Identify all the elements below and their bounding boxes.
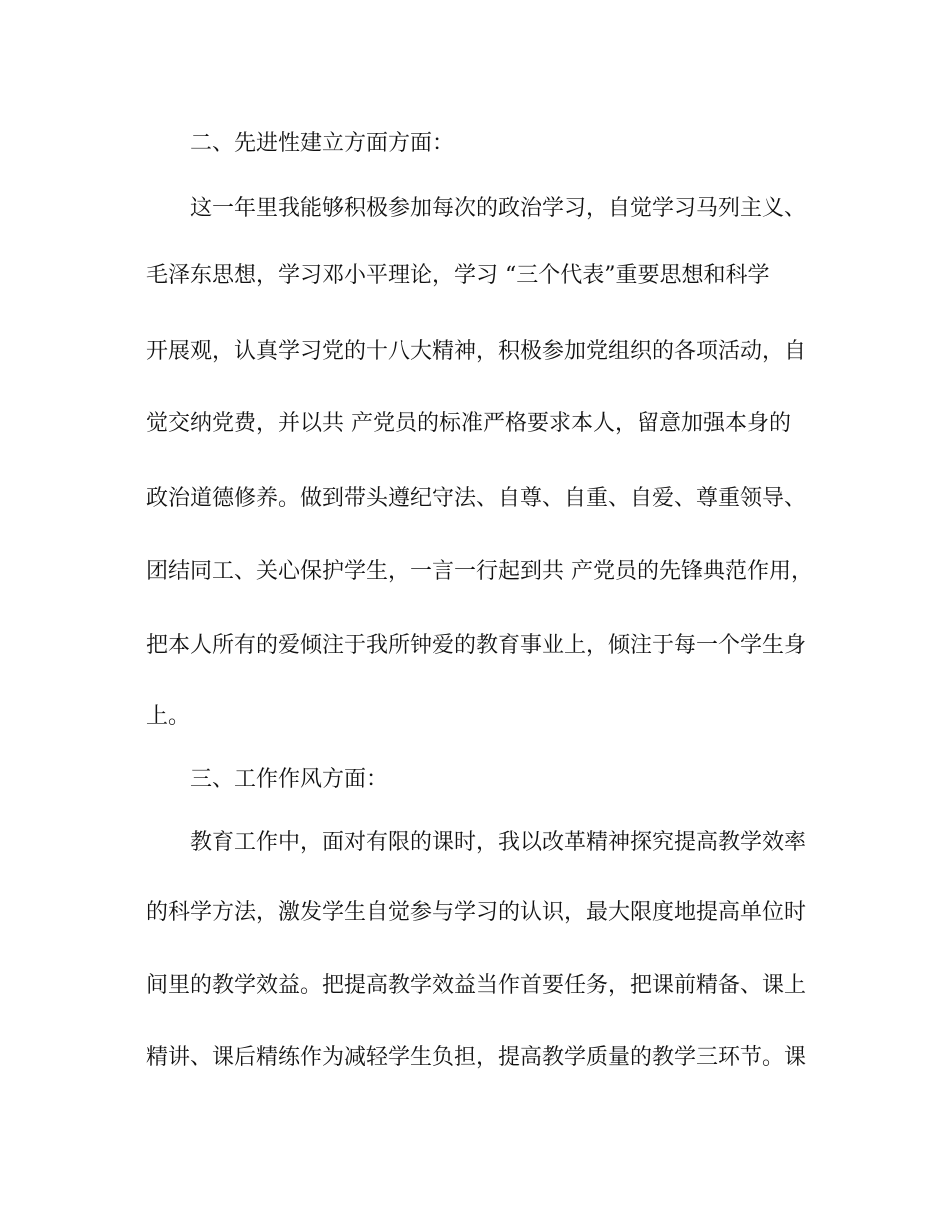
paragraph-line: 的科学方法，激发学生自觉参与学习的认识，最大限度地提高单位时 <box>146 900 807 925</box>
paragraph-line: 教育工作中，面对有限的课时，我以改革精神探究提高教学效率 <box>190 830 807 855</box>
paragraph-line: 政治道德修养。做到带头遵纪守法、自尊、自重、自爱、尊重领导、 <box>146 486 807 511</box>
paragraph-line: 把本人所有的爱倾注于我所钟爱的教育事业上，倾注于每一个学生身 <box>146 633 807 658</box>
paragraph-line: 精讲、课后精练作为减轻学生负担，提高教学质量的教学三环节。课 <box>146 1045 807 1070</box>
paragraph-line: 开展观，认真学习党的十八大精神，积极参加党组织的各项活动，自 <box>146 339 807 364</box>
paragraph-line: 间里的教学效益。把提高教学效益当作首要任务，把课前精备、课上 <box>146 973 807 998</box>
paragraph-line: 这一年里我能够积极参加每次的政治学习，自觉学习马列主义、 <box>190 196 807 221</box>
section-heading-work-style: 三、工作作风方面： <box>190 767 389 792</box>
paragraph-line: 觉交纳党费，并以共 产党员的标准严格要求本人，留意加强本身的 <box>146 411 791 436</box>
paragraph-line: 上。 <box>146 704 191 729</box>
section-heading-advancement: 二、先进性建立方面方面： <box>190 131 455 156</box>
paragraph-line: 团结同工、关心保护学生，一言一行起到共 产党员的先锋典范作用， <box>146 559 813 584</box>
paragraph-line: 毛泽东思想，学习邓小平理论，学习 “三个代表”重要思想和科学 <box>146 263 770 288</box>
